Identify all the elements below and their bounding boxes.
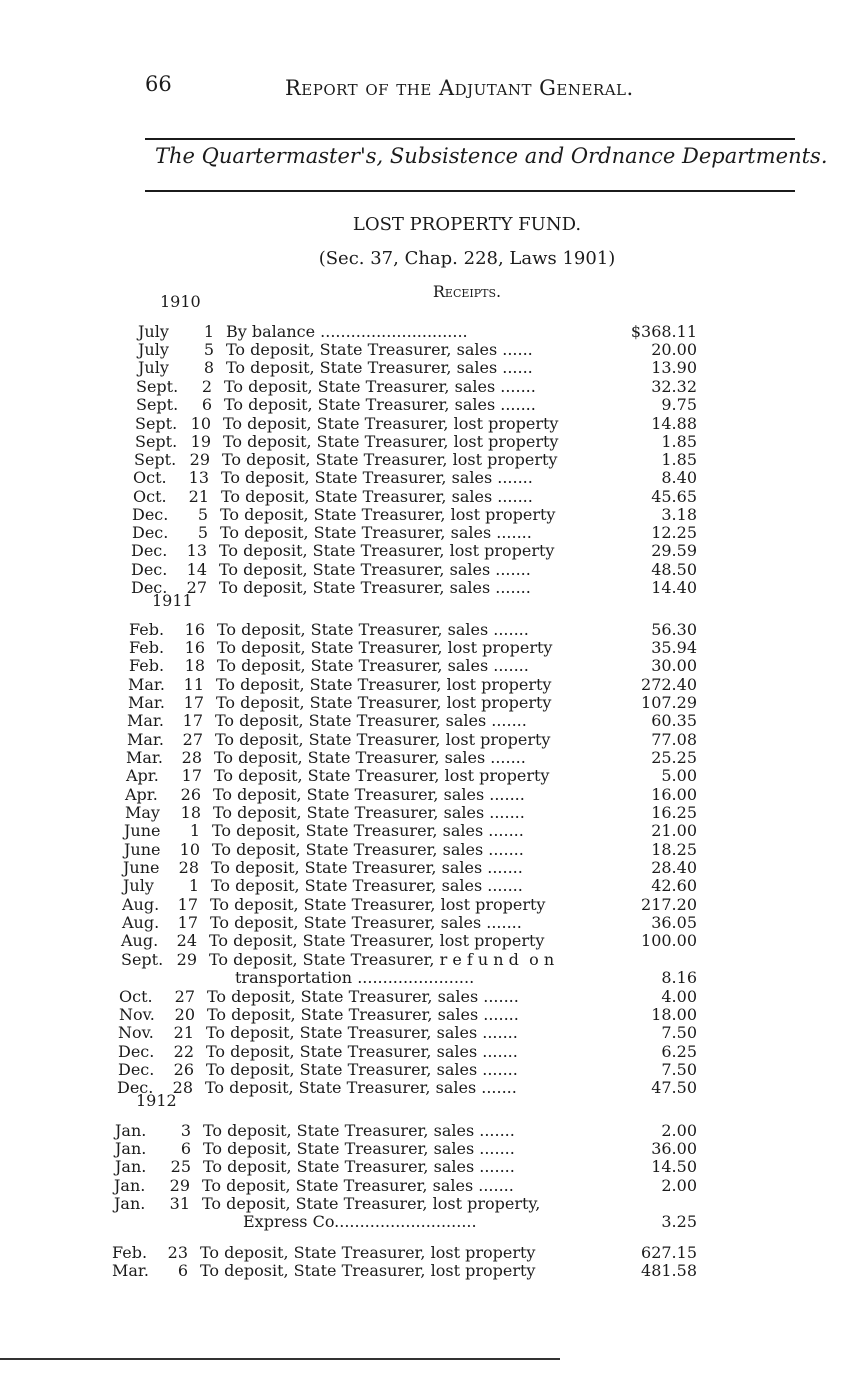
entry-description: To deposit, State Treasurer, sales ....... <box>224 377 536 396</box>
entry-description: To deposit, State Treasurer, lost property <box>220 505 556 524</box>
entry-continuation <box>235 968 697 987</box>
entry-description: To deposit, State Treasurer, sales ....... <box>203 1139 515 1158</box>
ledger-entry <box>114 1176 697 1195</box>
ledger-entry <box>136 395 697 414</box>
entry-amount: 14.50 <box>651 1157 697 1176</box>
entry-description: To deposit, State Treasurer, lost property <box>216 693 552 712</box>
year-heading: 1910 <box>160 292 201 311</box>
entry-month: June <box>123 858 160 877</box>
ledger-entry <box>129 638 697 657</box>
entry-amount: 5.00 <box>661 766 697 785</box>
entry-day: 31 <box>169 1194 190 1213</box>
entry-month: Dec. <box>131 560 168 579</box>
entry-amount: 8.40 <box>661 468 697 487</box>
entry-description: To deposit, State Treasurer, lost property <box>209 931 545 950</box>
page-number: 66 <box>145 72 172 96</box>
entry-description: To deposit, State Treasurer, sales ....... <box>203 1121 515 1140</box>
entry-amount: 77.08 <box>651 730 697 749</box>
entry-day: 27 <box>186 578 207 597</box>
ledger-entry <box>121 931 697 950</box>
entry-description: To deposit, State Treasurer, sales ....... <box>203 1157 515 1176</box>
ledger-entry <box>131 578 697 597</box>
ledger-entry <box>132 523 697 542</box>
entry-amount: 30.00 <box>651 656 697 675</box>
entry-amount: 3.25 <box>661 1212 697 1231</box>
entry-day: 28 <box>172 1078 193 1097</box>
entry-description: To deposit, State Treasurer, sales ....... <box>214 748 526 767</box>
entry-description: To deposit, State Treasurer, sales ....... <box>206 1023 518 1042</box>
entry-day: 27 <box>182 730 203 749</box>
ledger-entry <box>112 1261 697 1280</box>
entry-day: 19 <box>190 432 211 451</box>
entry-day: 5 <box>197 523 208 542</box>
entry-day: 21 <box>188 487 209 506</box>
entry-description: To deposit, State Treasurer, sales ....... <box>212 840 524 859</box>
ledger-entry <box>131 541 697 560</box>
ledger-entry <box>118 1023 697 1042</box>
entry-month: Dec. <box>132 505 169 524</box>
ledger-entry <box>123 858 697 877</box>
ledger-entry <box>127 711 697 730</box>
entry-day: 25 <box>170 1157 191 1176</box>
entry-month: Oct. <box>119 987 153 1006</box>
ledger-entry <box>138 340 697 359</box>
entry-day: 28 <box>181 748 202 767</box>
ledger-entry <box>128 675 697 694</box>
entry-amount: 481.58 <box>641 1261 697 1280</box>
entry-description: To deposit, State Treasurer, sales ....... <box>207 1005 519 1024</box>
ledger-entry <box>126 766 697 785</box>
entry-month: Dec. <box>118 1042 155 1061</box>
entry-description: To deposit, State Treasurer, sales ...... <box>226 340 533 359</box>
entry-month: Mar. <box>126 748 163 767</box>
entry-month: Mar. <box>112 1261 149 1280</box>
ledger-entry <box>133 468 697 487</box>
ledger-entry <box>138 358 697 377</box>
entry-description: To deposit, State Treasurer, sales ....... <box>207 987 519 1006</box>
entry-month: Feb. <box>129 656 165 675</box>
year-heading: 1911 <box>152 591 193 610</box>
entry-amount: 35.94 <box>651 638 697 657</box>
entry-day: 21 <box>173 1023 194 1042</box>
entry-amount: 12.25 <box>651 523 697 542</box>
entry-description: To deposit, State Treasurer, sales ....... <box>213 803 525 822</box>
entry-description: To deposit, State Treasurer, sales ....... <box>215 711 527 730</box>
entry-month: Jan. <box>114 1194 146 1213</box>
entry-month: Feb. <box>129 638 165 657</box>
entry-amount: 7.50 <box>661 1060 697 1079</box>
entry-amount: 45.65 <box>651 487 697 506</box>
entry-month: Apr. <box>126 766 159 785</box>
entry-month: Sept. <box>136 377 179 396</box>
ledger-entry <box>127 730 697 749</box>
entry-month: May <box>125 803 160 822</box>
top-rule <box>145 138 795 140</box>
entry-month: Sept. <box>135 432 178 451</box>
entry-day: 26 <box>180 785 201 804</box>
entry-amount: 28.40 <box>651 858 697 877</box>
entry-month: Feb. <box>112 1243 148 1262</box>
entry-amount: 107.29 <box>641 693 697 712</box>
entry-month: Jan. <box>115 1157 147 1176</box>
entry-amount: 21.00 <box>651 821 697 840</box>
entry-amount: 9.75 <box>661 395 697 414</box>
entry-month: Dec. <box>132 523 169 542</box>
entry-day: 1 <box>189 821 200 840</box>
entry-month: Dec. <box>118 1060 155 1079</box>
entry-day: 22 <box>173 1042 194 1061</box>
ledger-entry <box>132 505 697 524</box>
entry-amount: 20.00 <box>651 340 697 359</box>
entry-month: Apr. <box>125 785 158 804</box>
entry-day: 29 <box>176 950 197 969</box>
ledger-entry <box>122 913 697 932</box>
entry-month: Sept. <box>134 450 177 469</box>
entry-amount: 14.40 <box>651 578 697 597</box>
entry-day: 24 <box>176 931 197 950</box>
entry-description: To deposit, State Treasurer, sales ....... <box>224 395 536 414</box>
entry-month: Mar. <box>127 711 164 730</box>
entry-amount: 6.25 <box>661 1042 697 1061</box>
entry-amount: 18.25 <box>651 840 697 859</box>
entry-amount: 2.00 <box>661 1176 697 1195</box>
ledger-entry <box>138 322 697 341</box>
ledger-entry <box>115 1139 697 1158</box>
entry-month: Nov. <box>118 1023 154 1042</box>
entry-amount: 100.00 <box>641 931 697 950</box>
bottom-rule <box>0 1358 560 1360</box>
entry-description: By balance ............................. <box>226 322 468 341</box>
entry-day: 23 <box>167 1243 188 1262</box>
department-heading: The Quartermaster's, Subsistence and Ordnance Departments. <box>155 144 828 168</box>
ledger-entry <box>125 803 697 822</box>
entry-day: 18 <box>180 803 201 822</box>
entry-month: Aug. <box>122 913 160 932</box>
entry-amount: 47.50 <box>651 1078 697 1097</box>
entry-amount: 4.00 <box>661 987 697 1006</box>
entry-day: 6 <box>180 1139 191 1158</box>
entry-description: To deposit, State Treasurer, lost property <box>200 1243 536 1262</box>
entry-description: To deposit, State Treasurer, lost property <box>223 432 559 451</box>
ledger-entry <box>123 876 697 895</box>
entry-amount: 42.60 <box>651 876 697 895</box>
entry-amount: 7.50 <box>661 1023 697 1042</box>
entry-month: July <box>123 876 154 895</box>
ledger-entry <box>121 950 697 969</box>
entry-description: To deposit, State Treasurer, sales ....... <box>220 523 532 542</box>
entry-description: To deposit, State Treasurer, sales ....... <box>217 656 529 675</box>
entry-month: Oct. <box>133 468 167 487</box>
entry-day: 11 <box>183 675 204 694</box>
entry-amount: $368.11 <box>630 322 697 341</box>
entry-month: Sept. <box>136 395 179 414</box>
ledger-entry <box>115 1157 697 1176</box>
entry-month: Sept. <box>135 414 178 433</box>
entry-day: 5 <box>203 340 214 359</box>
entry-day: 6 <box>177 1261 188 1280</box>
entry-description: To deposit, State Treasurer, sales ....... <box>211 858 523 877</box>
entry-amount: 14.88 <box>651 414 697 433</box>
section-heading: Receipts. <box>432 282 502 301</box>
entry-month: Oct. <box>133 487 167 506</box>
ledger-entry <box>118 1060 697 1079</box>
ledger-entry <box>124 840 697 859</box>
entry-amount: 1.85 <box>661 450 697 469</box>
entry-amount: 32.32 <box>651 377 697 396</box>
entry-amount: 8.16 <box>661 968 697 987</box>
entry-month: Mar. <box>128 693 165 712</box>
ledger-entry <box>112 1243 697 1262</box>
entry-month: June <box>124 821 161 840</box>
entry-amount: 272.40 <box>641 675 697 694</box>
entry-amount: 627.15 <box>641 1243 697 1262</box>
entry-month: Jan. <box>114 1176 146 1195</box>
entry-amount: 25.25 <box>651 748 697 767</box>
entry-description: To deposit, State Treasurer, sales ....... <box>219 578 531 597</box>
entry-amount: 48.50 <box>651 560 697 579</box>
ledger-entry <box>129 620 697 639</box>
entry-description: To deposit, State Treasurer, lost property <box>217 638 553 657</box>
entry-day: 6 <box>201 395 212 414</box>
entry-day: 10 <box>190 414 211 433</box>
entry-description: To deposit, State Treasurer, sales ....... <box>206 1042 518 1061</box>
entry-description: To deposit, State Treasurer, lost property <box>222 450 558 469</box>
entry-month: Dec. <box>131 578 168 597</box>
entry-day: 10 <box>179 840 200 859</box>
entry-month: Dec. <box>117 1078 154 1097</box>
entry-day: 17 <box>183 693 204 712</box>
entry-description: To deposit, State Treasurer, sales ....... <box>202 1176 514 1195</box>
ledger-entry <box>119 987 697 1006</box>
entry-description: To deposit, State Treasurer, sales ....... <box>210 913 522 932</box>
entry-month: Nov. <box>119 1005 155 1024</box>
entry-description: To deposit, State Treasurer, r e f u n d o n <box>209 950 555 969</box>
entry-day: 29 <box>189 450 210 469</box>
entry-amount: 29.59 <box>651 541 697 560</box>
heading-rule <box>145 190 795 192</box>
entry-description: To deposit, State Treasurer, sales ....... <box>221 487 533 506</box>
entry-description: To deposit, State Treasurer, lost property, <box>202 1194 541 1213</box>
ledger-entry <box>118 1042 697 1061</box>
entry-month: Aug. <box>122 895 160 914</box>
entry-day: 2 <box>201 377 212 396</box>
ledger-entry <box>119 1005 697 1024</box>
entry-description: To deposit, State Treasurer, sales ....... <box>211 876 523 895</box>
entry-description: To deposit, State Treasurer, sales ....... <box>217 620 529 639</box>
entry-day: 3 <box>180 1121 191 1140</box>
ledger-entry <box>136 377 697 396</box>
entry-amount: 16.00 <box>651 785 697 804</box>
entry-amount: 56.30 <box>651 620 697 639</box>
year-heading: 1912 <box>136 1091 177 1110</box>
ledger-entry <box>128 693 697 712</box>
entry-day: 1 <box>188 876 199 895</box>
entry-day: 20 <box>174 1005 195 1024</box>
continuation-text: transportation ....................... <box>235 968 475 987</box>
entry-amount: 3.18 <box>661 505 697 524</box>
entry-month: July <box>138 340 169 359</box>
entry-amount: 217.20 <box>641 895 697 914</box>
entry-month: Dec. <box>131 541 168 560</box>
fund-reference: (Sec. 37, Chap. 228, Laws 1901) <box>318 248 616 269</box>
fund-title: LOST PROPERTY FUND. <box>352 214 582 235</box>
entry-month: Mar. <box>127 730 164 749</box>
ledger-entry <box>117 1078 697 1097</box>
entry-description: To deposit, State Treasurer, lost property <box>219 541 555 560</box>
entry-day: 28 <box>178 858 199 877</box>
entry-description: To deposit, State Treasurer, sales ....... <box>205 1078 517 1097</box>
ledger-entry <box>114 1194 697 1213</box>
entry-description: To deposit, State Treasurer, lost property <box>210 895 546 914</box>
ledger-entry <box>126 748 697 767</box>
entry-day: 13 <box>188 468 209 487</box>
entry-description: To deposit, State Treasurer, lost property <box>200 1261 536 1280</box>
entry-continuation <box>243 1212 697 1231</box>
ledger-entry <box>135 432 697 451</box>
entry-description: To deposit, State Treasurer, sales ....... <box>219 560 531 579</box>
entry-month: June <box>124 840 161 859</box>
entry-amount: 60.35 <box>651 711 697 730</box>
ledger-entry <box>133 487 697 506</box>
ledger-entry <box>124 821 697 840</box>
entry-description: To deposit, State Treasurer, sales ....... <box>213 785 525 804</box>
entry-day: 16 <box>184 638 205 657</box>
entry-amount: 2.00 <box>661 1121 697 1140</box>
entry-day: 27 <box>174 987 195 1006</box>
entry-day: 17 <box>177 895 198 914</box>
entry-description: To deposit, State Treasurer, sales ....... <box>206 1060 518 1079</box>
entry-amount: 16.25 <box>651 803 697 822</box>
entry-day: 8 <box>203 358 214 377</box>
entry-amount: 36.05 <box>651 913 697 932</box>
entry-day: 14 <box>186 560 207 579</box>
entry-month: July <box>138 322 169 341</box>
entry-amount: 1.85 <box>661 432 697 451</box>
entry-month: Aug. <box>121 931 159 950</box>
entry-description: To deposit, State Treasurer, lost property <box>215 730 551 749</box>
ledger-entry <box>129 656 697 675</box>
entry-description: To deposit, State Treasurer, lost property <box>223 414 559 433</box>
entry-day: 29 <box>169 1176 190 1195</box>
entry-day: 17 <box>182 711 203 730</box>
ledger-entry <box>135 414 697 433</box>
entry-day: 17 <box>177 913 198 932</box>
ledger-entry <box>115 1121 697 1140</box>
entry-description: To deposit, State Treasurer, lost property <box>214 766 550 785</box>
entry-amount: 36.00 <box>651 1139 697 1158</box>
entry-description: To deposit, State Treasurer, sales ....... <box>212 821 524 840</box>
entry-description: To deposit, State Treasurer, lost property <box>216 675 552 694</box>
entry-day: 16 <box>184 620 205 639</box>
entry-day: 26 <box>173 1060 194 1079</box>
entry-day: 18 <box>184 656 205 675</box>
ledger-entry <box>125 785 697 804</box>
entry-amount: 18.00 <box>651 1005 697 1024</box>
ledger-entry <box>134 450 697 469</box>
entry-day: 13 <box>186 541 207 560</box>
ledger-entry <box>131 560 697 579</box>
entry-month: Mar. <box>128 675 165 694</box>
entry-day: 1 <box>203 322 214 341</box>
entry-month: Feb. <box>129 620 165 639</box>
entry-description: To deposit, State Treasurer, sales ...... <box>226 358 533 377</box>
entry-day: 17 <box>181 766 202 785</box>
running-title: Report of the Adjutant General. <box>285 76 634 100</box>
continuation-text: Express Co............................ <box>243 1212 477 1231</box>
entry-day: 5 <box>197 505 208 524</box>
entry-month: Jan. <box>115 1121 147 1140</box>
entry-month: Sept. <box>121 950 164 969</box>
entry-month: July <box>138 358 169 377</box>
entry-amount: 13.90 <box>651 358 697 377</box>
ledger-entry <box>122 895 697 914</box>
entry-description: To deposit, State Treasurer, sales ....... <box>221 468 533 487</box>
entry-month: Jan. <box>115 1139 147 1158</box>
